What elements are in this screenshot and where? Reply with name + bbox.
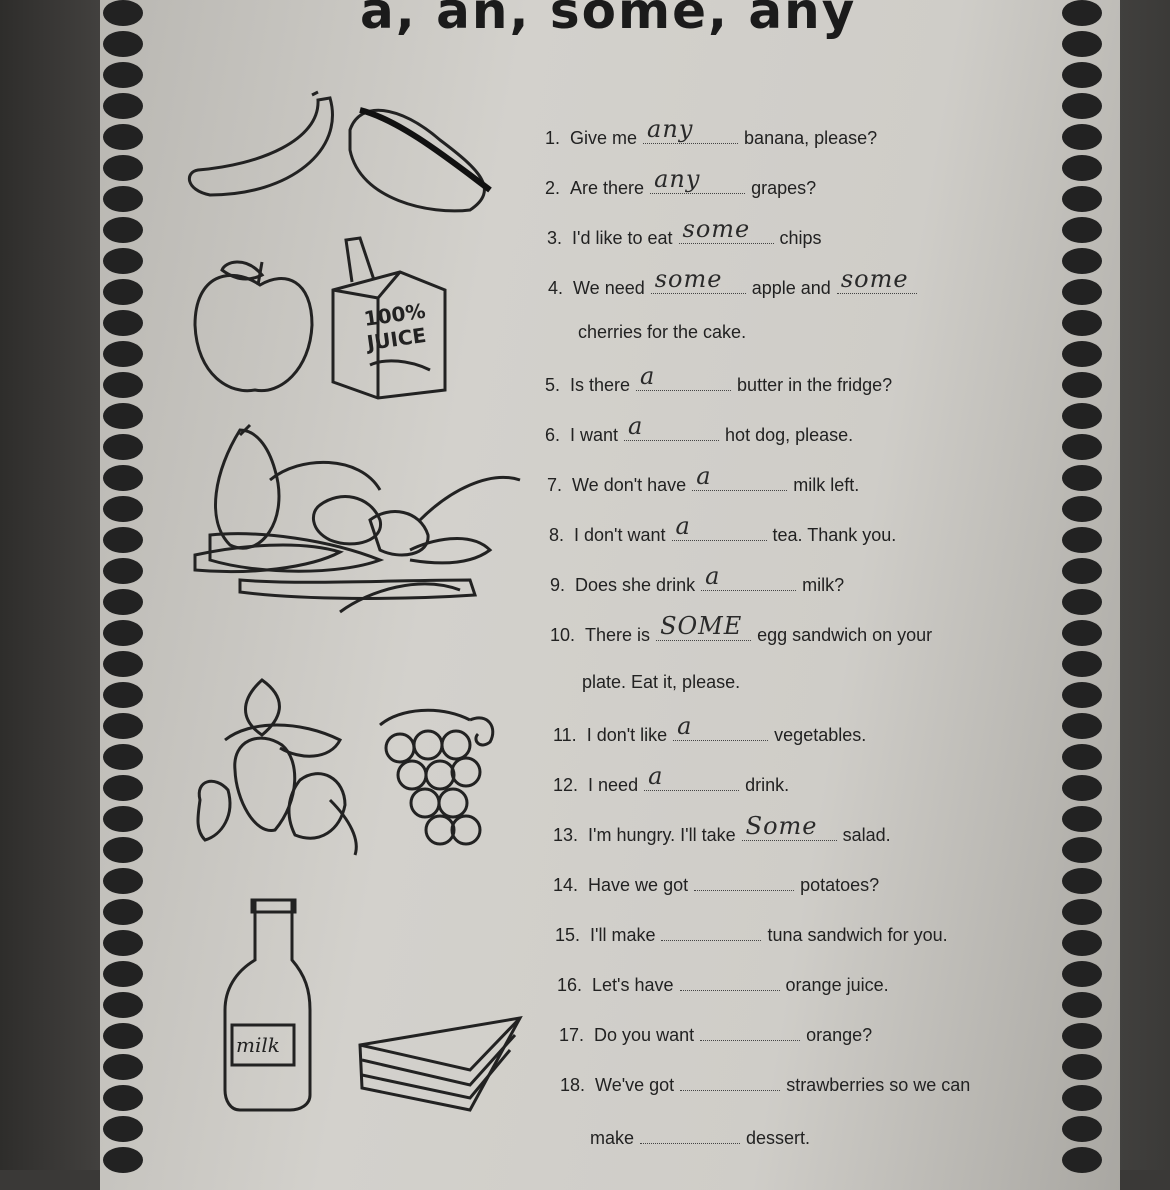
question-line: [545, 165, 817, 199]
question-number: 2.: [545, 178, 561, 198]
question-text-before: I'll make: [590, 925, 656, 945]
question-number: 14.: [553, 875, 579, 895]
answer-blank[interactable]: [624, 412, 719, 441]
question-line: [553, 812, 891, 846]
question-line: [578, 322, 746, 343]
question-text-before: I want: [570, 425, 619, 445]
question-line: [550, 612, 933, 646]
question-text-after: milk?: [802, 575, 845, 595]
question-text-after: butter in the fridge?: [737, 375, 893, 395]
vegetables-icon: [195, 425, 520, 612]
question-number: 18.: [560, 1075, 586, 1095]
question-text-before: We've got: [595, 1075, 675, 1095]
handwritten-answer: a: [648, 762, 664, 790]
question-number: 8.: [549, 525, 565, 545]
banana-icon: [189, 92, 332, 195]
handwritten-answer: a: [705, 562, 721, 590]
question-text-after: apple and: [751, 278, 831, 298]
question-text-before: cherries for the cake.: [578, 322, 747, 342]
answer-blank[interactable]: [692, 462, 787, 491]
answer-blank[interactable]: [651, 265, 746, 294]
question-number: 13.: [553, 825, 579, 845]
question-line: [582, 672, 740, 693]
question-line: [590, 1125, 810, 1149]
question-line: [553, 712, 867, 746]
answer-blank[interactable]: [700, 1022, 800, 1041]
question-text-before: Have we got: [588, 875, 689, 895]
question-text-after: salad.: [842, 825, 891, 845]
question-line: [548, 265, 923, 299]
handwritten-answer: a: [677, 712, 693, 740]
question-text-after: potatoes?: [800, 875, 880, 895]
worksheet-title: a, an, some, any: [360, 0, 857, 40]
question-text-before: I don't like: [586, 725, 668, 745]
handwritten-answer: some: [682, 215, 751, 243]
grapes-icon: [380, 710, 493, 844]
question-number: 1.: [545, 128, 561, 148]
question-text-after: dessert.: [746, 1128, 811, 1148]
question-text-before: We need: [573, 278, 645, 298]
answer-blank[interactable]: [837, 265, 917, 294]
question-text-before: I need: [588, 775, 639, 795]
answer-blank[interactable]: [679, 215, 774, 244]
juice-box-label-2: JUICE: [365, 322, 428, 355]
question-text-after: milk left.: [793, 475, 860, 495]
handwritten-answer: a: [640, 362, 656, 390]
answer-blank[interactable]: [650, 165, 745, 194]
question-text-before: There is: [585, 625, 651, 645]
question-text-after: egg sandwich on your: [757, 625, 933, 645]
question-text-after: drink.: [745, 775, 790, 795]
question-text-after: banana, please?: [744, 128, 878, 148]
question-text-before: plate. Eat it, please.: [582, 672, 741, 692]
answer-blank[interactable]: [680, 1072, 780, 1091]
handwritten-answer: any: [654, 165, 701, 193]
answer-blank[interactable]: [656, 612, 751, 641]
question-number: 12.: [553, 775, 579, 795]
question-text-before: make: [590, 1128, 635, 1148]
question-line: [547, 462, 860, 496]
handwritten-answer: any: [647, 115, 694, 143]
answer-blank[interactable]: [644, 762, 739, 791]
answer-blank[interactable]: [643, 115, 738, 144]
question-text-after: tea. Thank you.: [772, 525, 897, 545]
question-text-before: I don't want: [574, 525, 666, 545]
question-line: [547, 215, 822, 249]
question-number: 9.: [550, 575, 566, 595]
question-line: [553, 762, 790, 796]
answer-blank[interactable]: [636, 362, 731, 391]
question-text-after: strawberries so we can: [786, 1075, 971, 1095]
question-line: [557, 972, 889, 996]
milk-label: milk: [236, 1033, 280, 1057]
question-line: [560, 1072, 970, 1096]
question-text-before: We don't have: [572, 475, 687, 495]
strawberries-icon: [198, 680, 356, 855]
question-number: 7.: [547, 475, 563, 495]
answer-blank[interactable]: [640, 1125, 740, 1144]
question-text-after: chips: [779, 228, 822, 248]
question-line: [559, 1022, 872, 1046]
question-text-after: orange juice.: [785, 975, 889, 995]
hot-dog-icon: [350, 110, 490, 211]
handwritten-answer: a: [628, 412, 644, 440]
question-number: 3.: [547, 228, 563, 248]
answer-blank[interactable]: [694, 872, 794, 891]
question-text-before: Does she drink: [575, 575, 696, 595]
question-text-after: hot dog, please.: [725, 425, 854, 445]
question-line: [549, 512, 897, 546]
question-number: 4.: [548, 278, 564, 298]
question-text-after: grapes?: [751, 178, 817, 198]
question-number: 5.: [545, 375, 561, 395]
handwritten-answer: a: [696, 462, 712, 490]
question-line: [545, 115, 878, 149]
apple-icon: [195, 262, 312, 391]
question-text-after: vegetables.: [774, 725, 867, 745]
juice-box-label-1: 100%: [362, 298, 427, 331]
question-text-before: Are there: [570, 178, 645, 198]
question-number: 10.: [550, 625, 576, 645]
handwritten-answer: some: [840, 265, 909, 293]
question-line: [545, 412, 854, 446]
milk-bottle-icon: [225, 900, 310, 1110]
answer-blank[interactable]: [673, 712, 768, 741]
handwritten-answer: Some: [745, 812, 818, 840]
question-number: 11.: [553, 725, 577, 745]
question-text-after: orange?: [806, 1025, 873, 1045]
answer-blank[interactable]: [680, 972, 780, 991]
question-text-before: Let's have: [592, 975, 674, 995]
handwritten-answer: some: [654, 265, 723, 293]
question-line: [555, 922, 948, 946]
answer-blank[interactable]: [701, 562, 796, 591]
question-number: 6.: [545, 425, 561, 445]
question-number: 16.: [557, 975, 583, 995]
handwritten-answer: SOME: [660, 612, 743, 640]
question-text-before: Give me: [570, 128, 638, 148]
question-number: 15.: [555, 925, 581, 945]
question-text-before: I'm hungry. I'll take: [588, 825, 736, 845]
answer-blank[interactable]: [742, 812, 837, 841]
question-text-before: Is there: [570, 375, 631, 395]
question-line: [553, 872, 879, 896]
question-number: 17.: [559, 1025, 585, 1045]
question-text-before: I'd like to eat: [572, 228, 673, 248]
question-line: [545, 362, 893, 396]
answer-blank[interactable]: [672, 512, 767, 541]
question-text-after: tuna sandwich for you.: [767, 925, 948, 945]
answer-blank[interactable]: [661, 922, 761, 941]
sandwich-icon: [360, 1018, 520, 1110]
question-line: [550, 562, 845, 596]
handwritten-answer: a: [675, 512, 691, 540]
question-text-before: Do you want: [594, 1025, 695, 1045]
